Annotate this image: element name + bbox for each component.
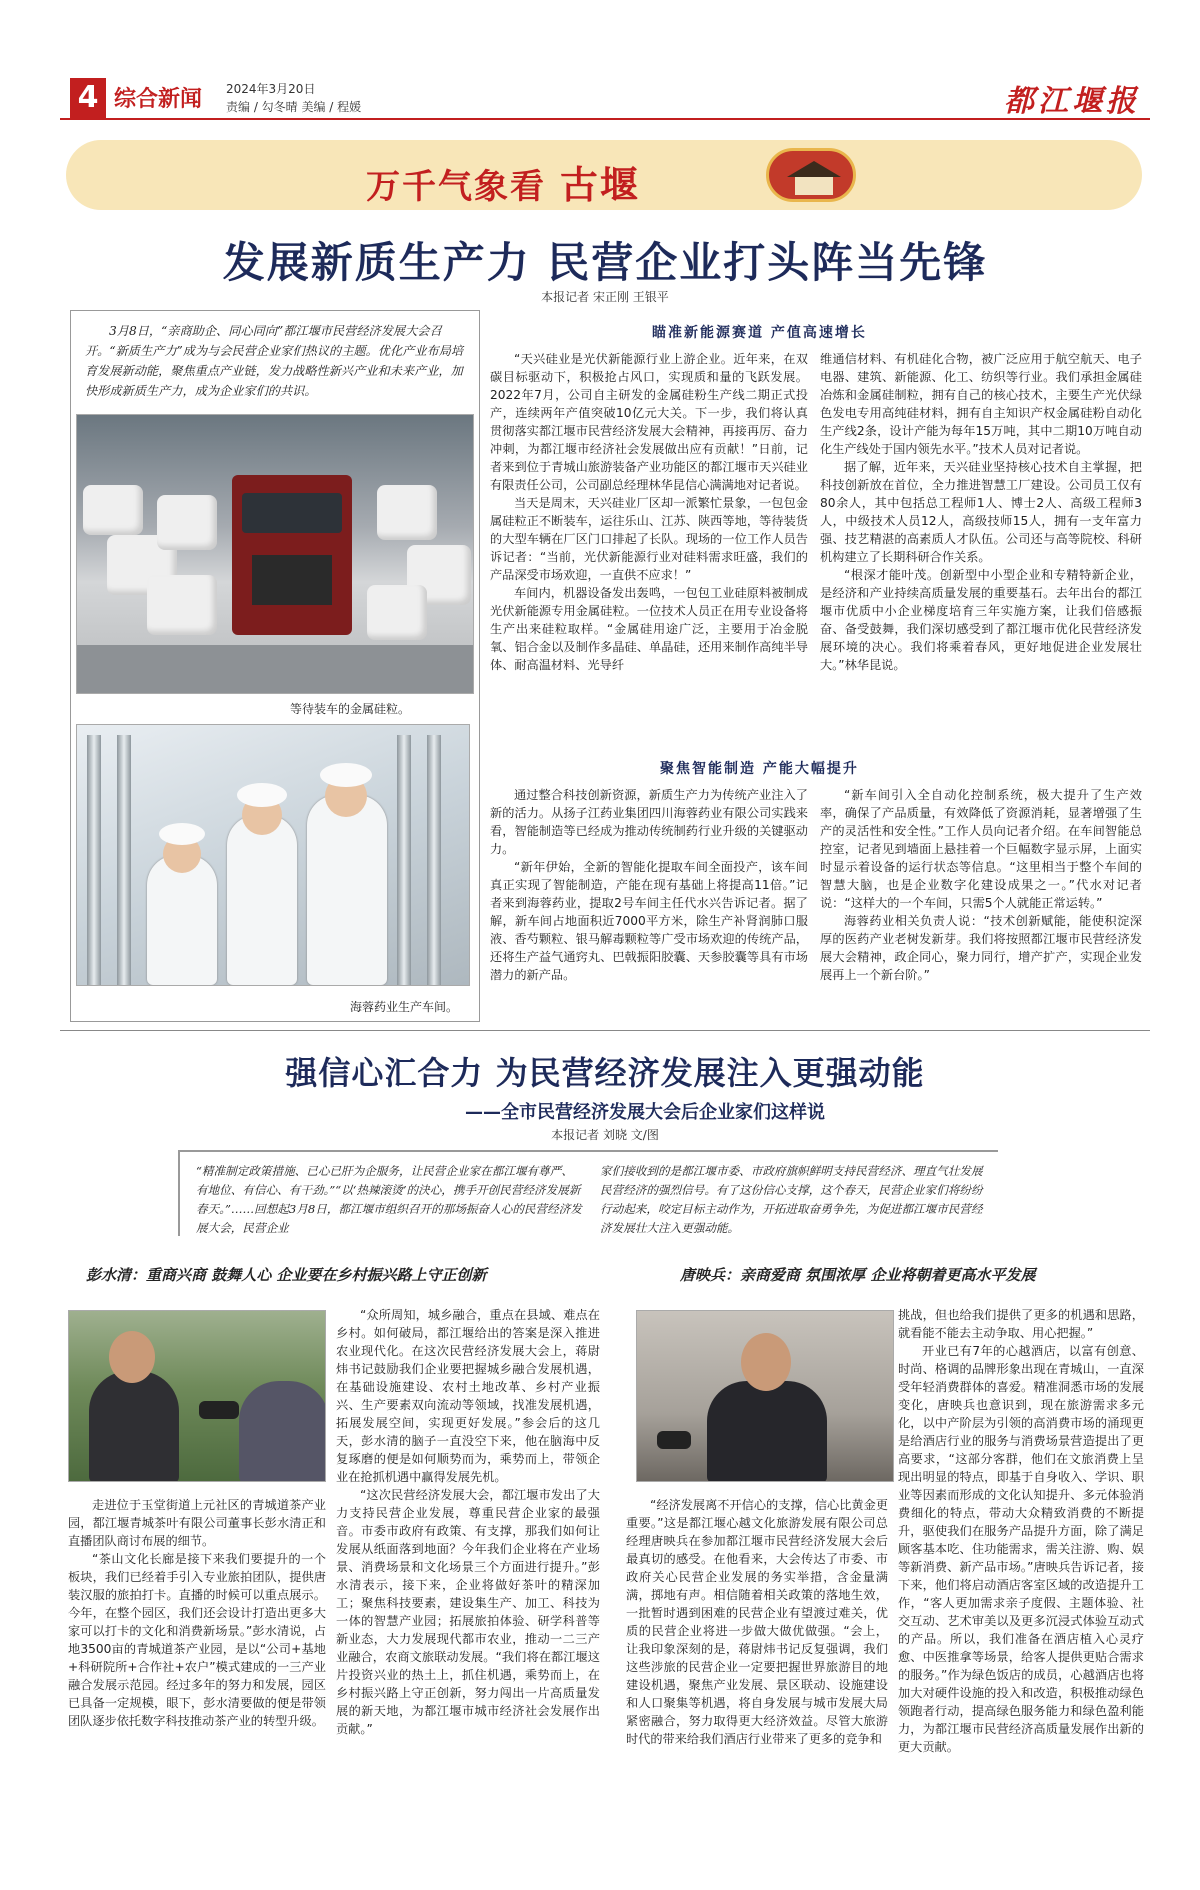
article1-lead: 3月8日，“亲商助企、同心同向”都江堰市民营经济发展大会召开。“新质生产力”成为与会民营企业家们热议的主题。优化产业布局培育发展新动能，聚焦重点产业链，发力战略性新兴产业和未来产业，加快形成新质生产力，成为企业家们的共识。 <box>85 324 464 398</box>
page-number: 4 <box>70 78 106 118</box>
photo1-caption: 等待装车的金属硅粒。 <box>290 702 411 716</box>
paragraph: 当天是周末，天兴硅业厂区却一派繁忙景象，一包包金属硅粒正不断装车，运往乐山、江苏、陕西等地，等待装货的大型车辆在厂区门口排起了长队。现场的一位工作人员告诉记者：“当前，光伏新能源行业对硅料需求旺盛，我们的产品深受市场欢迎，一直供不应求！” <box>490 496 808 582</box>
person2-heading: 唐映兵：亲商爱商 氛围浓厚 企业将朝着更高水平发展 <box>680 1266 1036 1284</box>
photo2-caption: 海蓉药业生产车间。 <box>350 1000 459 1014</box>
article1-sec2-col2 <box>820 786 1142 1016</box>
temple-emblem-icon <box>766 148 856 202</box>
person1-col-a <box>68 1496 326 1878</box>
article2-intro-left: “精准制定政策措施、已心已肝为企服务，让民营企业家在都江堰有尊严、有地位、有信心、有干劲。”“以‘热辣滚烫’的決心，携手开创民营经济发展新春天。”……回想起3月8日，都江堰市组织召开的那场振奋人心的民营经济发展大会，民营企业 <box>196 1164 582 1235</box>
article1-byline: 本报记者 宋正刚 王银平 <box>541 290 669 304</box>
article1-sec1-col1 <box>490 350 808 758</box>
article1-sec1-col2 <box>820 350 1142 758</box>
paragraph: 走进位于玉堂街道上元社区的青城道茶产业园，都江堰青城茶叶有限公司董事长彭水清正和直播团队商讨布展的细节。 <box>68 1498 326 1548</box>
paragraph: “天兴硅业是光伏新能源行业上游企业。近年来，在双碳目标驱动下，积极抢占风口，实现质和量的飞跃发展。2022年7月，公司自主研发的金属硅粉生产线二期正式投产，连续两年产值突破10亿元大关。下一步，我们将认真贯彻落实都江堰市民营经济发展大会精神，再接再厉、奋力冲刺，为都江堰市经济社会发展做出应有贡献！”日前，记者来到位于青城山旅游装备产业功能区的都江堰市天兴硅业有限责任公司，公司副总经理林华昆信心满满地对记者说。 <box>490 352 808 492</box>
person1-col-b <box>336 1306 600 1878</box>
paragraph: 维通信材料、有机硅化合物，被广泛应用于航空航天、电子电器、建筑、新能源、化工、纺织等行业。我们承担金属硅冶炼和金属硅制粒，拥有自己的核心技术，主要生产光伏绿色发电专用高纯硅材料，拥有自主知识产权金属硅粉自动化生产线2条，设计产能为每年15万吨，其中二期10万吨自动化生产线处于国内领先水平。”技术人员对记者说。 <box>820 352 1142 456</box>
banner-text-b: 古堰 <box>559 162 640 207</box>
article2-headline: 强信心汇合力 为民营经济发展注入更强动能 <box>285 1054 925 1092</box>
paragraph: 车间内，机器设备发出轰鸣，一包包工业硅原料被制成光伏新能源专用金属硅粒。一位技术人员正在用专业设备将生产出来硅粒取样。“金属硅用途广泛，主要用于冶金脱氧、铝合金以及制作多晶硅、单晶硅，还用来制作高纯半导体、耐高温材料、光导纤 <box>490 586 808 672</box>
newspaper-masthead: 都江堰报 <box>1004 84 1140 119</box>
paragraph: 通过整合科技创新资源，新质生产力为传统产业注入了新的活力。从扬子江药业集团四川海蓉药业有限公司实践来看，智能制造等已经成为推动传统制药行业升级的关键驱动力。 <box>490 788 808 856</box>
paragraph: “新年伊始，全新的智能化提取车间全面投产，该车间真正实现了智能制造，产能在现有基础上将提高11倍。”记者来到海蓉药业，提取2号车间主任代水兴告诉记者。据了解，新车间占地面积近7000平方米，除生产补肾润肺口服液、香芍颗粒、银马解毒颗粒等广受市场欢迎的传统产品，还将生产益气通窍丸、巴戟振阳胶囊、天参胶囊等具有市场潜力的新产品。 <box>490 860 808 982</box>
column-banner <box>66 140 1142 210</box>
article1-headline: 发展新质生产力 民营企业打头阵当先锋 <box>222 238 988 287</box>
paragraph: “根深才能叶茂。创新型中小型企业和专精特新企业，是经济和产业持续高质量发展的重要基石。去年出台的都江堰市优质中小企业梯度培育三年实施方案，让我们倍感振奋、备受鼓舞，我们深切感受到了都江堰市优化民营经济发展环境的决心。我们将乘着春风，更好地促进企业发展壮大。”林华昆说。 <box>820 568 1142 672</box>
paragraph: “众所周知，城乡融合，重点在县域、难点在乡村。如何破局，都江堰给出的答案是深入推进农业现代化。在这次民营经济发展大会上，蒋尉炜书记鼓励我们企业要把握城乡融合发展机遇，在基础设施建设、农村土地改革、乡村产业振兴、生产要素双向流动等领域，找准发展机遇，拓展发展空间，实现更好发展。”参会后的这几天，彭水清的脑子一直没空下来，他在脑海中反复琢磨的便是如何顺势而为，乘势而上，带领企业在抢抓机遇中赢得发展先机。 <box>336 1308 600 1484</box>
person2-col-b <box>898 1306 1144 1878</box>
paragraph: 据了解，近年来，天兴硅业坚持核心技术自主掌握，把科技创新放在首位，全力推进智慧工厂建设。公司员工仅有80余人，其中包括总工程师1人、博士2人、高级工程师3人，中级技术人员12人，高级技师15人，拥有一支年富力强、技艺精湛的高素质人才队伍。公司还与高等院校、科研机构建立了长期科研合作关系。 <box>820 460 1142 564</box>
section-title: 综合新闻 <box>114 87 203 112</box>
paragraph: “经济发展离不开信心的支撑，信心比黄金更重要。”这是都江堰心越文化旅游发展有限公司总经理唐映兵在参加都江堰市民营经济发展大会后最真切的感受。在他看来，大会传达了市委、市政府关心民营企业发展的务实举措，含金量满满，掷地有声。相信随着相关政策的落地生效，一批暂时遇到困难的民营企业有望渡过难关，优质的民营企业将进一步做大做优做强。“会上，让我印象深刻的是，蒋尉炜书记反复强调，我们这些涉旅的民营企业一定要把握世界旅游目的地建设机遇，聚焦产业发展、景区联动、设施建设和人口聚集等机遇，将自身发展与城市发展大局紧密融合，努力取得更大经济效益。尽管大旅游时代的带来给我们酒店行业带来了更多的竞争和 <box>626 1498 888 1746</box>
article1-subhead1: 瞄准新能源赛道 产值高速增长 <box>652 325 867 341</box>
section-divider <box>60 1030 1150 1031</box>
banner-title <box>366 154 640 209</box>
photo-tang-yingbing <box>636 1310 894 1482</box>
editors-credit: 责编 / 勾冬晴 美编 / 程媛 <box>226 100 362 114</box>
paragraph: “新车间引入全自动化控制系统，极大提升了生产效率，确保了产品质量，有效降低了资源消耗，显著增强了生产的灵活性和安全性。”工作人员向记者介绍。在车间智能总控室，记者见到墙面上悬挂着一个巨幅数字显示屏，上面实时显示着设备的运行状态等信息。“这里相当于整个车间的智慧大脑，也是企业数字化建设成果之一。”代水对记者说：“这样大的一个车间，只需5个人就能正常运转。” <box>820 788 1142 910</box>
person2-col-a <box>626 1496 888 1878</box>
paragraph: “这次民营经济发展大会，都江堰市发出了大力支持民营企业发展，尊重民营企业家的最强音。市委市政府有政策、有支撑，那我们如何让发展从纸面落到地面？今年我们企业将在产业场景、消费场景和文化场景三个方面进行提升。”彭水清表示，接下来，企业将做好茶叶的精深加工；聚焦科技要素，建设集生产、加工、科技为一体的智慧产业园；拓展旅拍体验、研学科普等新业态，大力发展现代都市农业，推动一二三产业融合，农商文旅联动发展。“我们将在都江堰这片投资兴业的热土上，抓住机遇，乘势而上，在乡村振兴路上守正创新，努力闯出一片高质量发展的新天地，为都江堰市城市经济社会发展作出贡献。” <box>336 1488 600 1736</box>
photo-truck-silicon <box>76 414 474 694</box>
article2-subtitle: ——全市民营经济发展大会后企业家们这样说 <box>465 1102 825 1123</box>
article2-intro-right: 家们接收到的是都江堰市委、市政府旗帜鲜明支持民营经济、理直气壮发展民营经济的强烈信号。有了这份信心支撑，这个春天，民营企业家们将纷纷行动起来，咬定目标主动作为，开拓进取奋勇争先，为促进都江堰市民营经济发展壮大注入更强动能。 <box>600 1164 983 1235</box>
paragraph: 挑战，但也给我们提供了更多的机遇和思路，就看能不能去主动争取、用心把握。” <box>898 1308 1144 1340</box>
paragraph: 海蓉药业相关负责人说：“技术创新赋能，能使积淀深厚的医药产业老树发新芽。我们将按照都江堰市民营经济发展大会精神，政企同心，聚力同行，增产扩产，实现企业发展再上一个新台阶。” <box>820 914 1142 982</box>
page-header <box>60 78 1150 120</box>
banner-text-a: 万千气象看 <box>366 167 546 207</box>
paragraph: “茶山文化长廊是接下来我们要提升的一个板块，我们已经着手引入专业旅拍团队，提供唐装汉服的旅拍打卡。直播的时候可以重点展示。今年，在整个园区，我们还会设计打造出更多大家可以打卡的文化和消费新场景。”彭水清说，占地3500亩的青城道茶产业园，是以“公司+基地+科研院所+合作社+农户”模式建成的一三产业融合发展示范园。经过多年的努力和发展，园区已具备一定规模，眼下，彭水清要做的便是带领团队逐步依托数字科技推动茶产业的转型升级。 <box>68 1552 326 1728</box>
article2-byline: 本报记者 刘晓 文/图 <box>551 1128 659 1142</box>
article1-sec2-col1 <box>490 786 808 1016</box>
photo-pharma-workshop <box>76 724 470 986</box>
paragraph: 开业已有7年的心越酒店，以富有创意、时尚、格调的品牌形象出现在青城山，一直深受年轻消费群体的喜爱。精准洞悉市场的发展变化，唐映兵也意识到，现在旅游需求多元化，以中产阶层为引领的高消费市场的涌现更是给酒店行业的服务与消费场景营造提出了更高要求，“这部分客群，他们在文旅消费上呈现出明显的特点，即基于自身收入、学识、职业等因素而形成的文化认知提升、多元体验消费细化的特点，带动大众精致消费的不断提升，驱使我们在服务产品提升方面，除了满足顾客基本吃、住功能需求，需关注游、购、娱等新消费、新产品市场。”唐映兵告诉记者，接下来，他们将启动酒店客室区域的改造提升工作，“客人更加需求亲子度假、主题体验、社交互动、艺术审美以及更多沉浸式体验互动式的产品。所以，我们准备在酒店植入心灵疗愈、中医推拿等场景，给客人提供更贴合需求的服务。”作为绿色饭店的成员，心越酒店也将加大对硬件设施的投入和改造，积极推动绿色领跑者行动，提高绿色服务能力和绿色盈利能力，为都江堰市民营经济高质量发展作出新的更大贡献。 <box>898 1344 1144 1754</box>
issue-date: 2024年3月20日 <box>226 82 316 96</box>
photo-peng-shuiqing <box>68 1310 326 1482</box>
article1-subhead2: 聚焦智能制造 产能大幅提升 <box>660 761 859 777</box>
person1-heading: 彭水清：重商兴商 鼓舞人心 企业要在乡村振兴路上守正创新 <box>86 1266 487 1284</box>
